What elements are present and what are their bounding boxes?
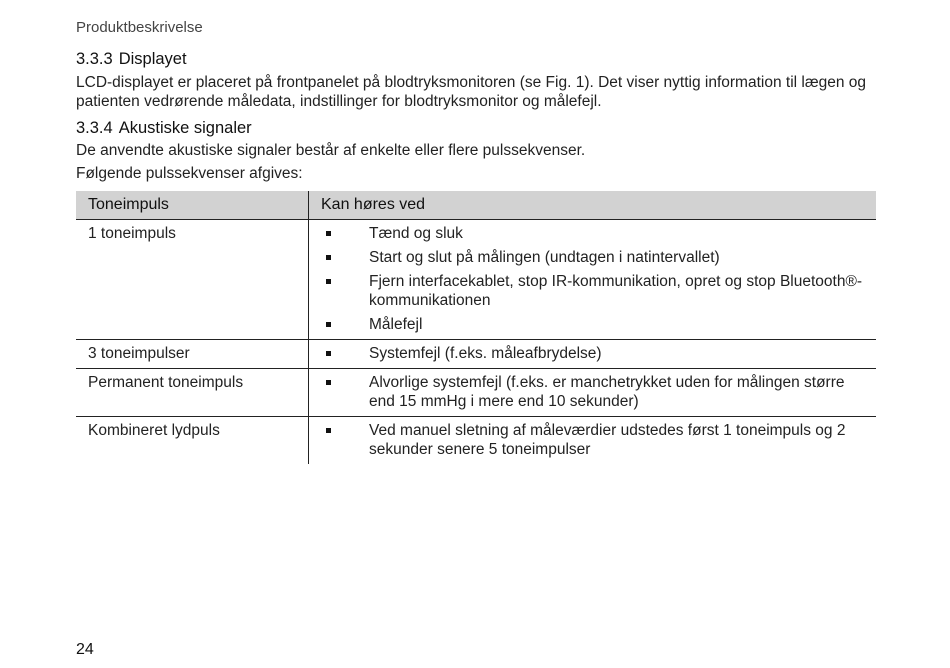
section-heading-acoustic xyxy=(76,117,876,139)
row-label: 3 toneimpulser xyxy=(76,340,309,369)
acoustic-signals-table xyxy=(76,191,876,464)
column-header-heard-at: Kan høres ved xyxy=(309,191,877,220)
bullet-list xyxy=(321,421,864,459)
table-header-row xyxy=(76,191,876,220)
row-items-cell xyxy=(309,369,877,417)
list-item: Fjern interfacekablet, stop IR-kommunikation, opret og stop Bluetooth®-kommunikationen xyxy=(321,272,864,310)
table-row xyxy=(76,220,876,340)
page-number: 24 xyxy=(76,641,94,658)
row-label: 1 toneimpuls xyxy=(76,220,309,340)
row-items-cell xyxy=(309,220,877,340)
acoustic-intro-paragraph: De anvendte akustiske signaler består af enkelte eller flere pulssekvenser. xyxy=(76,142,586,159)
bullet-list xyxy=(321,224,864,334)
row-items-cell xyxy=(309,340,877,369)
row-label: Kombineret lydpuls xyxy=(76,417,309,465)
list-item: Ved manuel sletning af måleværdier udstedes først 1 toneimpuls og 2 sekunder senere 5 toneimpulser xyxy=(321,421,864,459)
display-paragraph: LCD-displayet er placeret på frontpanelet på blodtryksmonitoren (se Fig. 1). Det viser nyttig information til lægen og patienten vedrørende måledata, indstillinger for blodtryksmonitor og målefejl. xyxy=(76,74,867,110)
table-row xyxy=(76,417,876,465)
table-row xyxy=(76,369,876,417)
section-number: 3.3.3 xyxy=(76,50,113,68)
column-header-tone-impulse: Toneimpuls xyxy=(76,191,309,220)
acoustic-intro-paragraph-2: Følgende pulssekvenser afgives: xyxy=(76,165,303,182)
section-heading-display xyxy=(76,48,876,70)
section-title: Displayet xyxy=(118,50,187,68)
bullet-list xyxy=(321,344,864,363)
bullet-list xyxy=(321,373,864,411)
list-item: Alvorlige systemfejl (f.eks. er manchetrykket uden for målingen større end 15 mmHg i mere end 10 sekunder) xyxy=(321,373,864,411)
section-title: Akustiske signaler xyxy=(118,119,252,137)
section-number: 3.3.4 xyxy=(76,119,113,137)
list-item: Start og slut på målingen (undtagen i natintervallet) xyxy=(321,248,864,267)
list-item: Systemfejl (f.eks. måleafbrydelse) xyxy=(321,344,864,363)
list-item: Tænd og sluk xyxy=(321,224,864,243)
running-header: Produktbeskrivelse xyxy=(76,19,203,36)
document-page xyxy=(76,18,876,464)
row-items-cell xyxy=(309,417,877,465)
list-item: Målefejl xyxy=(321,315,864,334)
row-label: Permanent toneimpuls xyxy=(76,369,309,417)
table-row xyxy=(76,340,876,369)
